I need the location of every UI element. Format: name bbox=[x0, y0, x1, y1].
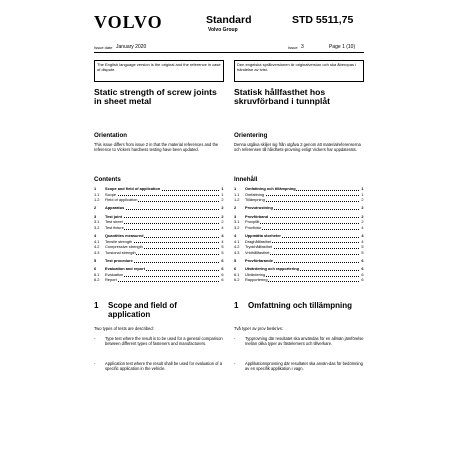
section-number: 1 bbox=[234, 301, 239, 310]
toc-title: Rapportering bbox=[245, 277, 268, 283]
toc-number: 6 bbox=[234, 266, 237, 272]
toc-number: 2 bbox=[94, 205, 97, 211]
section-title: Omfattning och tillämpning bbox=[248, 301, 352, 310]
language-note-sv: Den engelska språkversionen är originalversion och ska åberopas i händelse av tvist. bbox=[234, 60, 364, 82]
toc-number: 5 bbox=[234, 257, 237, 263]
toc-title: Utvärdering och rapportering bbox=[245, 266, 300, 272]
toc-title: Provfixtur bbox=[245, 224, 262, 230]
orientation-heading-sv: Orientering bbox=[234, 132, 268, 139]
contents-heading-en: Contents bbox=[94, 176, 121, 183]
toc-entry[interactable] bbox=[94, 277, 224, 283]
toc-number: 6 bbox=[94, 266, 97, 272]
toc-page: 6 bbox=[221, 257, 224, 263]
issue-date: January 2020 bbox=[116, 44, 147, 50]
toc-number: 3.1 bbox=[94, 219, 100, 225]
toc-title: Test sheet bbox=[105, 219, 123, 225]
dot-leader bbox=[245, 229, 359, 230]
toc-page: 2 bbox=[221, 219, 224, 225]
section-1-intro-en: Two types of tests are described: bbox=[94, 326, 154, 331]
toc-title: Provförband bbox=[245, 213, 269, 219]
toc-number: 3.2 bbox=[234, 224, 240, 230]
toc-number: 2 bbox=[234, 205, 237, 211]
toc-number: 4.3 bbox=[94, 249, 100, 255]
title-en: Static strength of screw joints in sheet metal bbox=[94, 87, 217, 107]
toc-number: 6.2 bbox=[234, 277, 240, 283]
toc-title: Utvärdering bbox=[245, 271, 266, 277]
list-item bbox=[94, 336, 223, 347]
toc-page: 1 bbox=[361, 191, 364, 197]
toc-number: 4.1 bbox=[94, 238, 100, 244]
toc-entry[interactable] bbox=[234, 250, 364, 256]
section-1-intro-sv: Två typer av prov beskrivs: bbox=[234, 326, 283, 331]
issue-label: Issue bbox=[288, 45, 298, 50]
toc-title: Field of application bbox=[105, 197, 138, 203]
toc-title: Tensile strength bbox=[105, 238, 133, 244]
toc-title: Provutrustning bbox=[245, 205, 273, 211]
issue-number: 3 bbox=[301, 44, 304, 50]
toc-page: 5 bbox=[221, 249, 224, 255]
toc-number: 6.1 bbox=[234, 271, 240, 277]
toc-page: 4 bbox=[361, 238, 364, 244]
table-of-contents-sv bbox=[234, 186, 364, 283]
toc-number: 1 bbox=[234, 186, 237, 191]
toc-title: Torsional strength bbox=[105, 249, 136, 255]
toc-page: 2 bbox=[361, 197, 364, 203]
orientation-heading-en: Orientation bbox=[94, 132, 128, 139]
toc-page: 4 bbox=[361, 224, 364, 230]
orientation-text-sv: Denna utgåva skiljer sig från utgåva 2 genom att materialreferenserna och referensen till hårdhets-provning enligt Vickers har uppdaterats. bbox=[234, 142, 361, 153]
toc-title: Test procedure bbox=[105, 257, 133, 263]
bullet-text: Application test where the result shall be used for evaluation of a specific application in the vehicle. bbox=[105, 361, 222, 372]
toc-title: Omfattning bbox=[245, 191, 265, 197]
header-rule bbox=[94, 52, 364, 53]
bullet-dash: - bbox=[94, 336, 96, 341]
toc-entry[interactable] bbox=[234, 258, 364, 264]
toc-number: 3 bbox=[94, 213, 97, 219]
toc-entry[interactable] bbox=[234, 197, 364, 203]
contents-heading-sv: Innehåll bbox=[234, 176, 258, 183]
toc-entry[interactable] bbox=[94, 197, 224, 203]
toc-entry[interactable] bbox=[94, 205, 224, 211]
page-number: Page 1 (10) bbox=[329, 44, 356, 50]
bullet-text: Type test where the result is to be used for a general comparison between different types of fasteners and manufacturers. bbox=[105, 336, 223, 347]
issue-date-label: Issue date bbox=[94, 45, 113, 50]
document-page bbox=[86, 8, 372, 456]
bullet-text: Applikationsprovning där resultatet ska använ-das för bedömning av en specifik applikation i vagn. bbox=[245, 361, 363, 372]
toc-title: Vridhållfasthet bbox=[245, 249, 270, 255]
toc-number: 3 bbox=[234, 213, 237, 219]
bullet-dash: - bbox=[234, 336, 236, 341]
toc-title: Omfattning och tillämpning bbox=[245, 186, 296, 191]
toc-number: 4.2 bbox=[94, 244, 100, 250]
toc-page: 5 bbox=[361, 244, 364, 250]
toc-page: 4 bbox=[221, 238, 224, 244]
toc-page: 4 bbox=[221, 224, 224, 230]
group-name: Volvo Group bbox=[208, 27, 238, 33]
bullet-dash: - bbox=[234, 361, 236, 366]
toc-title: Draghållfasthet bbox=[245, 238, 272, 244]
toc-page: 2 bbox=[361, 213, 364, 219]
toc-title: Test joint bbox=[105, 213, 123, 219]
toc-number: 3.1 bbox=[234, 219, 240, 225]
toc-page: 6 bbox=[221, 266, 224, 272]
bullet-dash: - bbox=[94, 361, 96, 366]
toc-number: 1.2 bbox=[94, 197, 100, 203]
toc-number: 1 bbox=[94, 186, 97, 191]
toc-title: Compressive strength bbox=[105, 244, 143, 250]
section-title: Scope and field of application bbox=[108, 301, 177, 319]
toc-page: 6 bbox=[221, 271, 224, 277]
toc-page: 6 bbox=[361, 257, 364, 263]
toc-number: 1.2 bbox=[234, 197, 240, 203]
toc-number: 5 bbox=[94, 257, 97, 263]
toc-page: 4 bbox=[221, 232, 224, 238]
table-of-contents-en bbox=[94, 186, 224, 283]
toc-page: 6 bbox=[221, 277, 224, 283]
toc-page: 6 bbox=[361, 266, 364, 272]
bullet-text: Typprovning där resultatet ska användas för en allmän jämförelse mellan olika typer av fästelement och tillverkare. bbox=[245, 336, 364, 347]
toc-page: 1 bbox=[361, 186, 364, 191]
toc-page: 2 bbox=[361, 205, 364, 211]
toc-entry[interactable] bbox=[234, 277, 364, 283]
toc-page: 1 bbox=[221, 191, 224, 197]
toc-title: Quantities measured bbox=[105, 232, 144, 238]
language-note-en: The English language version is the original and the reference in case of dispute. bbox=[94, 60, 224, 82]
toc-page: 2 bbox=[361, 219, 364, 225]
toc-page: 5 bbox=[221, 244, 224, 250]
toc-page: 1 bbox=[221, 186, 224, 191]
dot-leader bbox=[105, 281, 219, 282]
toc-page: 2 bbox=[221, 197, 224, 203]
toc-page: 5 bbox=[361, 249, 364, 255]
toc-entry[interactable] bbox=[234, 225, 364, 231]
toc-title: Provplåt bbox=[245, 219, 260, 225]
toc-entry[interactable] bbox=[94, 258, 224, 264]
toc-title: Scope bbox=[105, 191, 117, 197]
toc-page: 2 bbox=[221, 205, 224, 211]
toc-number: 4 bbox=[94, 232, 97, 238]
toc-number: 6.2 bbox=[94, 277, 100, 283]
toc-number: 1.1 bbox=[94, 191, 100, 197]
toc-number: 4.3 bbox=[234, 249, 240, 255]
toc-number: 1.1 bbox=[234, 191, 240, 197]
list-item bbox=[234, 336, 364, 347]
toc-title: Tryckhållfasthet bbox=[245, 244, 273, 250]
toc-title: Apparatus bbox=[105, 205, 125, 211]
toc-number: 4.2 bbox=[234, 244, 240, 250]
toc-page: 4 bbox=[361, 232, 364, 238]
section-number: 1 bbox=[94, 301, 99, 310]
list-item bbox=[94, 361, 223, 372]
doc-type: Standard bbox=[206, 14, 252, 26]
toc-page: 6 bbox=[361, 277, 364, 283]
toc-number: 4.1 bbox=[234, 238, 240, 244]
toc-number: 4 bbox=[234, 232, 237, 238]
toc-title: Report bbox=[105, 277, 117, 283]
toc-entry[interactable] bbox=[234, 205, 364, 211]
toc-title: Scope and field of application bbox=[105, 186, 161, 191]
standard-number: STD 5511,75 bbox=[292, 14, 354, 26]
toc-page: 2 bbox=[221, 213, 224, 219]
toc-entry[interactable] bbox=[94, 225, 224, 231]
toc-title: Evaluation bbox=[105, 271, 124, 277]
orientation-text-en: This issue differs from issue 2 in that the material references and the reference to Vickers hardness testing have been updated. bbox=[94, 142, 219, 153]
toc-number: 6.1 bbox=[94, 271, 100, 277]
toc-title: Provförfarande bbox=[245, 257, 273, 263]
toc-title: Uppmätta storheter bbox=[245, 232, 281, 238]
toc-entry[interactable] bbox=[94, 250, 224, 256]
list-item bbox=[234, 361, 364, 372]
toc-page: 6 bbox=[361, 271, 364, 277]
volvo-logo: VOLVO bbox=[94, 12, 163, 32]
toc-title: Test fixture bbox=[105, 224, 124, 230]
title-sv: Statisk hållfasthet hos skruvförband i tunnplåt bbox=[234, 87, 330, 107]
toc-number: 3.2 bbox=[94, 224, 100, 230]
toc-title: Evaluation and report bbox=[105, 266, 145, 272]
toc-title: Tillämpning bbox=[245, 197, 265, 203]
